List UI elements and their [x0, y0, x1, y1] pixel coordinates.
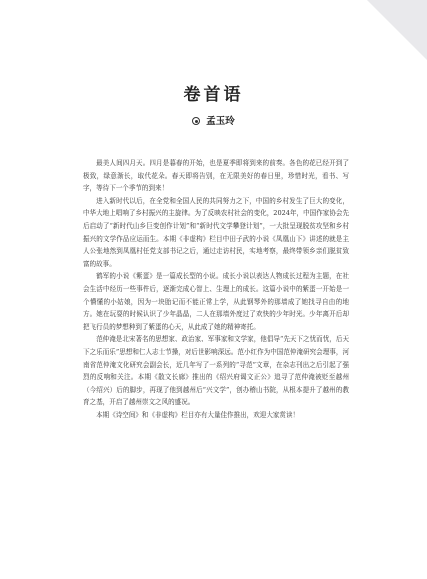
paragraph-3: 鹤军的小说《紫蛋》是一篇成长型的小说。成长小说以表达人物成长过程为主题，在社会生活中经历一些事件后，逐渐完成心智上、生理上的成长。这篇小说中的紫蛋一开始是一个懵懂的小姑娘，因为一块胎记而不能正常上学，从此钢琴外的那墙成了她找寻自由的地方。她在玩耍的时候认识了少年晶晶，二人在那墙外度过了欢快的少年时光。少年离开后却把飞行员的梦想种到了紫蛋的心天，从此成了她的精神寄托。 — [83, 272, 349, 331]
page-title: 卷首语 — [183, 85, 244, 105]
paragraph-2: 进入新时代以后，在全党和全国人民的共同努力之下，中国的乡村发生了巨大的变化，中华大地上唱响了乡村振兴的主旋律。为了反映农村社会的变化，2024年，中国作家协会先后启动了“新时代山乡巨变创作计划”和“新时代文学攀登计划”，一大批呈现脱贫攻坚和乡村振兴的文学作品应运而生。本期《非虚构》栏目中田子武的小说《凤凰山下》讲述的就是主人公张地然到凤凰村任党支部书记之后，通过走访村民，实地考察，最终带领乡亲们脱贫致富的故事。 — [83, 196, 349, 268]
bullet-circle-icon — [192, 117, 200, 125]
article-body — [83, 157, 349, 421]
paragraph-1: 最美人间四月天。四月是暮春的开始，也是夏季即将到来的前奏。各色的花已经开到了极致，绿意渐长，取代花朵。春天即将告别，在无限美好的春日里，珍惜时光，看书、写字，等待下一个季节的到来！ — [83, 159, 349, 193]
paragraph-5: 本期《诗空间》和《非虚构》栏目亦有大量佳作推出，欢迎大家赏读！ — [96, 410, 300, 419]
author-line — [0, 113, 427, 127]
paragraph-4: 范仲淹是北宋著名的思想家、政治家、军事家和文学家，他倡导“先天下之忧而忧，后天下之乐而乐”思想和仁人志士节操，对后世影响深远。范小红作为中国范仲淹研究会理事，河南省范仲淹文化研究会副会长，近几年写了一系列的“寻范”文章，在杂志刊出之后引起了强烈的反响和关注。本期《散文长廊》推出的《绍兴府谒文正公》追寻了范仲淹被贬至越州（今绍兴）后的脚步，再现了他到越州后“兴文学”，创办稽山书院，从根本提升了越州的教育之基，开启了越州崇文之风的盛况。 — [83, 335, 349, 407]
page-corner-fold — [367, 0, 427, 60]
author-name: 孟玉玲 — [206, 116, 235, 127]
